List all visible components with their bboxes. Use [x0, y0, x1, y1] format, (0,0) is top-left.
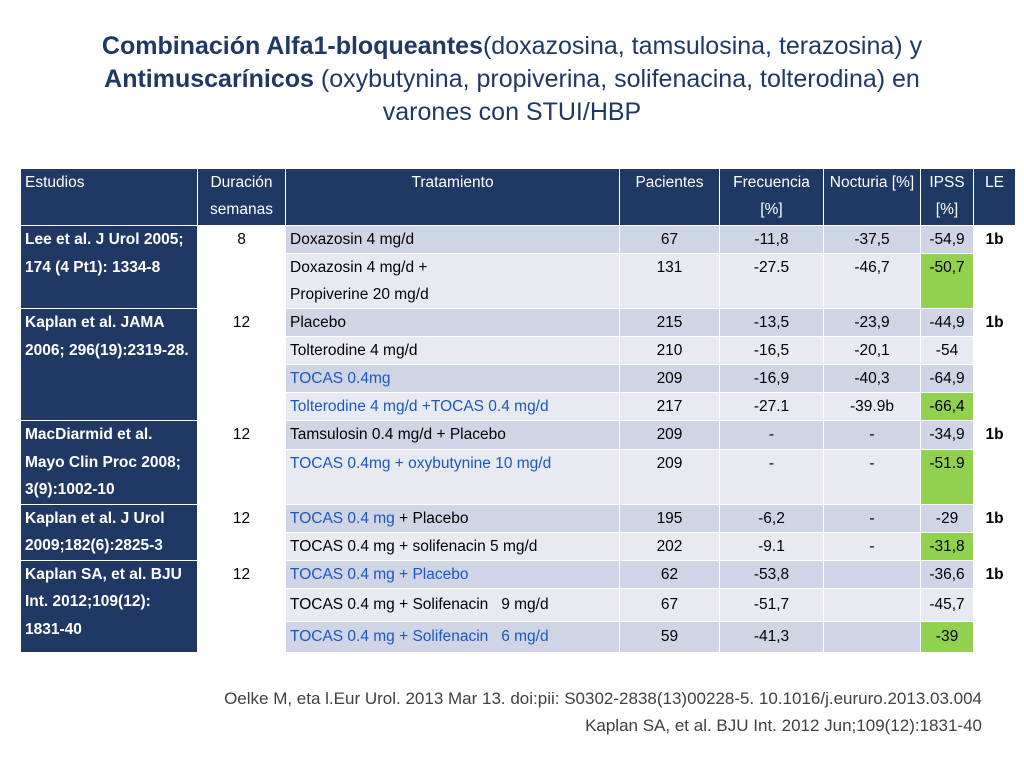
frequency-cell: -11,8 — [720, 226, 824, 254]
title-line1-bold: Combinación Alfa1-bloqueantes — [101, 32, 483, 60]
treatment-cell: TOCAS 0.4 mg + Solifenacin 9 mg/d — [286, 588, 620, 621]
slide-title — [60, 30, 964, 129]
frequency-cell: -41,3 — [720, 621, 824, 652]
table-row — [21, 504, 1016, 532]
header-frecuencia: Frecuencia [%] — [720, 169, 824, 226]
frequency-cell: -53,8 — [720, 560, 824, 588]
le-cell: 1b — [974, 226, 1016, 309]
header-nocturia: Nocturia [%] — [824, 169, 921, 226]
duration-cell: 12 — [198, 309, 286, 421]
duration-cell: 12 — [198, 421, 286, 505]
nocturia-cell: - — [824, 421, 921, 450]
treatment-cell: TOCAS 0.4mg + oxybutynine 10 mg/d — [286, 449, 620, 504]
nocturia-cell — [824, 560, 921, 588]
le-cell: 1b — [974, 560, 1016, 652]
table-row — [21, 560, 1016, 588]
frequency-cell: -9.1 — [720, 532, 824, 560]
patients-cell: 209 — [620, 449, 720, 504]
frequency-cell: -16,9 — [720, 365, 824, 393]
frequency-cell: -27.5 — [720, 254, 824, 309]
frequency-cell: -13,5 — [720, 309, 824, 337]
nocturia-cell: -40,3 — [824, 365, 921, 393]
ipss-cell: -64,9 — [921, 365, 974, 393]
treatment-cell: Tamsulosin 0.4 mg/d + Placebo — [286, 421, 620, 450]
treatment-cell: Tolterodine 4 mg/d — [286, 337, 620, 365]
title-line2-bold: Antimuscarínicos — [104, 65, 314, 93]
nocturia-cell: -23,9 — [824, 309, 921, 337]
table-row — [21, 309, 1016, 337]
treatment-cell: TOCAS 0.4mg — [286, 365, 620, 393]
patients-cell: 209 — [620, 421, 720, 450]
le-cell: 1b — [974, 504, 1016, 560]
ipss-cell-highlight: -31,8 — [921, 532, 974, 560]
ipss-cell: -34,9 — [921, 421, 974, 450]
treatment-drug: TOCAS 0.4 mg — [290, 509, 395, 527]
header-pacientes: Pacientes — [620, 169, 720, 226]
reference-2: Kaplan SA, et al. BJU Int. 2012 Jun;109(12):1831-40 — [585, 716, 982, 735]
treatment-cell: Doxazosin 4 mg/d — [286, 226, 620, 254]
nocturia-cell: -46,7 — [824, 254, 921, 309]
ipss-cell: -36,6 — [921, 560, 974, 588]
study-cell: MacDiarmid et al. Mayo Clin Proc 2008; 3(9):1002-10 — [21, 421, 198, 505]
treatment-cell — [286, 504, 620, 532]
ipss-cell-highlight: -39 — [921, 621, 974, 652]
frequency-cell: -27.1 — [720, 393, 824, 421]
duration-cell: 12 — [198, 504, 286, 560]
title-line1-rest: (doxazosina, tamsulosina, terazosina) y — [482, 32, 923, 60]
duration-cell: 12 — [198, 560, 286, 652]
frequency-cell: -6,2 — [720, 504, 824, 532]
study-cell: Kaplan et al. JAMA 2006; 296(19):2319-28. — [21, 309, 198, 421]
studies-table — [20, 168, 1016, 653]
table-row — [21, 226, 1016, 254]
nocturia-cell — [824, 621, 921, 652]
nocturia-cell: - — [824, 449, 921, 504]
study-cell: Kaplan SA, et al. BJU Int. 2012;109(12): 1831-40 — [21, 560, 198, 652]
treatment-line-1: Doxazosin 4 mg/d + — [290, 259, 428, 276]
treatment-cell: TOCAS 0.4 mg + solifenacin 5 mg/d — [286, 532, 620, 560]
treatment-cell: Tolterodine 4 mg/d +TOCAS 0.4 mg/d — [286, 393, 620, 421]
header-ipss: IPSS [%] — [921, 169, 974, 226]
frequency-cell: - — [720, 421, 824, 450]
duration-cell: 8 — [198, 226, 286, 309]
ipss-cell: -45,7 — [921, 588, 974, 621]
title-line2-rest: (oxybutynina, propiverina, solifenacina, tolterodina) en — [313, 65, 920, 93]
ipss-cell-highlight: -50,7 — [921, 254, 974, 309]
ipss-cell: -29 — [921, 504, 974, 532]
nocturia-cell: -37,5 — [824, 226, 921, 254]
ipss-cell-highlight: -66,4 — [921, 393, 974, 421]
treatment-cell — [286, 254, 620, 309]
patients-cell: 131 — [620, 254, 720, 309]
title-line3: varones con STUI/HBP — [382, 98, 642, 126]
header-estudios: Estudios — [21, 169, 198, 226]
ipss-cell: -44,9 — [921, 309, 974, 337]
nocturia-cell — [824, 588, 921, 621]
nocturia-cell: - — [824, 504, 921, 532]
nocturia-cell: -39.9b — [824, 393, 921, 421]
frequency-cell: - — [720, 449, 824, 504]
table-header-row — [21, 169, 1016, 226]
table-row — [21, 421, 1016, 450]
header-le: LE — [974, 169, 1016, 226]
ipss-cell: -54 — [921, 337, 974, 365]
patients-cell: 202 — [620, 532, 720, 560]
nocturia-cell: -20,1 — [824, 337, 921, 365]
le-cell: 1b — [974, 421, 1016, 505]
ipss-cell-highlight: -51.9 — [921, 449, 974, 504]
frequency-cell: -51,7 — [720, 588, 824, 621]
patients-cell: 59 — [620, 621, 720, 652]
references — [224, 685, 982, 739]
treatment-line-2: Propiverine 20 mg/d — [290, 286, 429, 303]
treatment-cell: TOCAS 0.4 mg + Placebo — [286, 560, 620, 588]
treatment-suffix: + Placebo — [394, 509, 469, 527]
patients-cell: 217 — [620, 393, 720, 421]
nocturia-cell: - — [824, 532, 921, 560]
patients-cell: 62 — [620, 560, 720, 588]
study-cell: Kaplan et al. J Urol 2009;182(6):2825-3 — [21, 504, 198, 560]
header-duracion: Duración semanas — [198, 169, 286, 226]
patients-cell: 195 — [620, 504, 720, 532]
patients-cell: 67 — [620, 226, 720, 254]
patients-cell: 215 — [620, 309, 720, 337]
reference-1: Oelke M, eta l.Eur Urol. 2013 Mar 13. doi:pii: S0302-2838(13)00228-5. 10.1016/j.eururo.2013.03.004 — [224, 689, 982, 708]
treatment-cell: Placebo — [286, 309, 620, 337]
patients-cell: 209 — [620, 365, 720, 393]
le-cell: 1b — [974, 309, 1016, 421]
patients-cell: 210 — [620, 337, 720, 365]
header-tratamiento: Tratamiento — [286, 169, 620, 226]
ipss-cell: -54,9 — [921, 226, 974, 254]
patients-cell: 67 — [620, 588, 720, 621]
frequency-cell: -16,5 — [720, 337, 824, 365]
study-cell: Lee et al. J Urol 2005; 174 (4 Pt1): 1334-8 — [21, 226, 198, 309]
treatment-cell: TOCAS 0.4 mg + Solifenacin 6 mg/d — [286, 621, 620, 652]
